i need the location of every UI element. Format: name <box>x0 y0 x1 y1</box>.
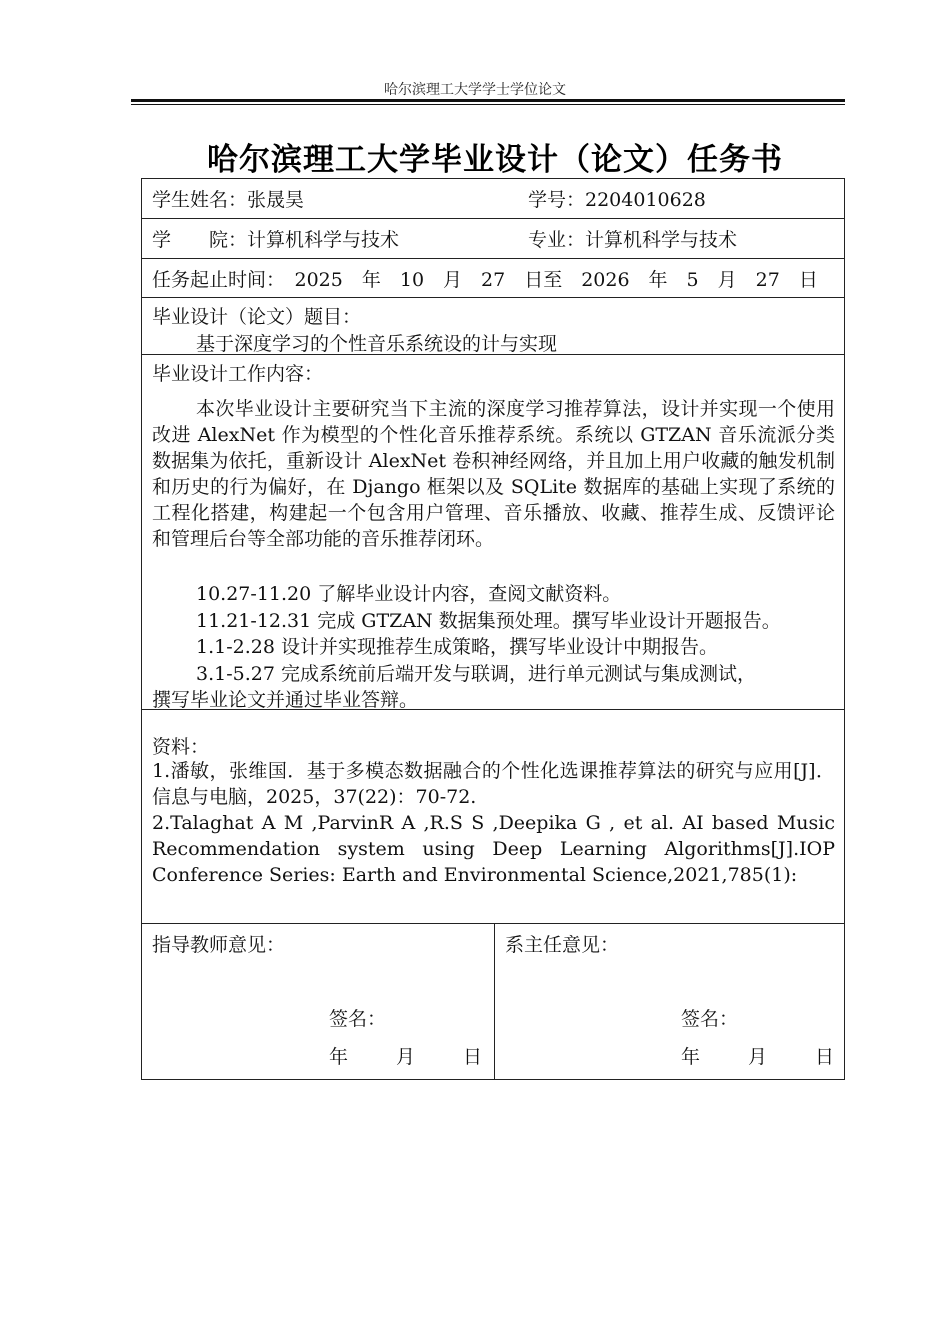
advisor-date-day: 日 <box>463 1046 483 1068</box>
running-header: 哈尔滨理工大学学士学位论文 <box>384 82 566 98</box>
opinion-divider <box>494 924 495 1079</box>
advisor-opinion-label: 指导教师意见： <box>152 934 286 956</box>
header-rule-thick <box>131 99 845 102</box>
row-references <box>142 710 844 924</box>
major: 专业：计算机科学与技术 <box>528 229 738 251</box>
row-college <box>142 219 844 259</box>
student-id: 学号：2204010628 <box>528 189 706 211</box>
task-form-table <box>141 178 845 1080</box>
schedule-item-2: 11.21-12.31 完成 GTZAN 数据集预处理。撰写毕业设计开题报告。 <box>196 610 781 632</box>
dept-head-date-month: 月 <box>748 1046 768 1068</box>
task-period: 任务起止时间： 2025 年 10 月 27 日至 2026 年 5 月 27 日 <box>152 269 818 291</box>
row-student-name <box>142 179 844 219</box>
schedule-item-3: 1.1-2.28 设计并实现推荐生成策略，撰写毕业设计中期报告。 <box>196 636 718 658</box>
advisor-date-month: 月 <box>396 1046 416 1068</box>
row-period <box>142 259 844 298</box>
reference-item-1: 1.潘敏，张维国．基于多模态数据融合的个性化选课推荐算法的研究与应用[J]．信息与电脑，2025，37(22)：70-72. <box>152 760 835 808</box>
schedule-item-4: 3.1-5.27 完成系统前后端开发与联调，进行单元测试与集成测试， <box>196 663 756 685</box>
dept-head-date-year: 年 <box>681 1046 701 1068</box>
work-content-description: 本次毕业设计主要研究当下主流的深度学习推荐算法，设计并实现一个使用改进 AlexNet 作为模型的个性化音乐推荐系统。系统以 GTZAN 音乐流派分类数据集为依托，重新设计 AlexNet 卷积神经网络，并且加上用户收藏的触发机制和历史的行为偏好，在 Django 框架以及 SQLite 数据库的基础上实现了系统的工程化搭建，构建起一个包含用户管理、音乐播放、收藏、推荐生成、反馈评论和管理后台等全部功能的音乐推荐闭环。 <box>152 398 835 550</box>
dept-head-date-day: 日 <box>815 1046 835 1068</box>
advisor-signature-label: 签名： <box>329 1008 387 1030</box>
work-content-label: 毕业设计工作内容： <box>152 363 324 385</box>
dept-head-opinion-label: 系主任意见： <box>505 934 620 956</box>
dept-head-signature-label: 签名： <box>681 1008 739 1030</box>
header-rule-thin <box>131 104 845 105</box>
reference-item-2: 2.Talaghat A M ,ParvinR A ,R.S S ,Deepika G , et al. AI based Music Recommendation system using Deep Learning Algorithms[J].IOP Conference Series: Earth and Environmental Science,2021,785(1): <box>152 812 835 886</box>
row-topic <box>142 298 844 355</box>
topic-label: 毕业设计（论文）题目： <box>152 306 362 328</box>
advisor-date-year: 年 <box>329 1046 349 1068</box>
student-name: 学生姓名：张晟昊 <box>152 189 305 211</box>
college: 学 院：计算机科学与技术 <box>152 229 400 251</box>
schedule-item-1: 10.27-11.20 了解毕业设计内容，查阅文献资料。 <box>196 583 622 605</box>
document-title: 哈尔滨理工大学毕业设计（论文）任务书 <box>207 142 783 178</box>
schedule-item-4-cont: 撰写毕业论文并通过毕业答辩。 <box>152 689 419 711</box>
references-label: 资料： <box>152 736 210 758</box>
row-opinions <box>142 924 844 1079</box>
topic-value: 基于深度学习的个性音乐系统设的计与实现 <box>196 333 558 355</box>
row-work-content <box>142 355 844 710</box>
